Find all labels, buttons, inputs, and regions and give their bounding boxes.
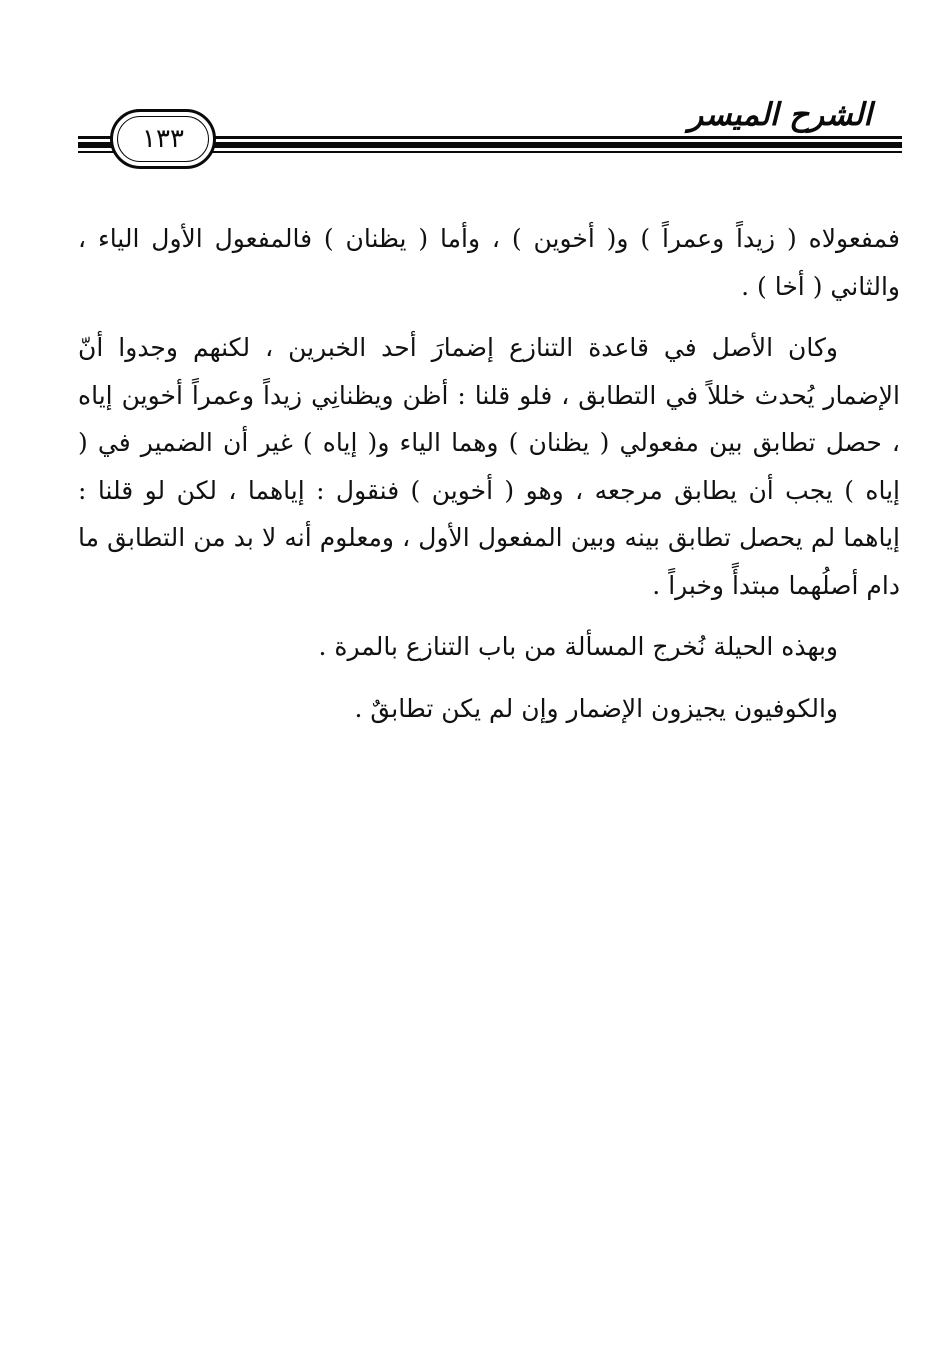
paragraph-1: فمفعولاه ( زيداً وعمراً ) و( أخوين ) ، وأما ( يظنان ) فالمفعول الأول الياء ، والثاني ( أخا ) . [78, 224, 900, 301]
paragraph-3: وبهذه الحيلة نُخرج المسألة من باب التنازع بالمرة . [318, 632, 838, 661]
paragraph-2: وكان الأصل في قاعدة التنازع إضمارَ أحد الخبرين ، لكنهم وجدوا أنّ الإضمار يُحدث خللاً في التطابق ، فلو قلنا : أظن ويظنانِي زيداً وعمراً أخوين إياه ، حصل تطابق بين مفعولي ( يظنان ) وهما الياء و( إياه ) غير أن الضمير في ( إياه ) يجب أن يطابق مرجعه ، وهو ( أخوين ) فنقول : إياهما ، لكن لو قلنا : إياهما لم يحصل تطابق بينه وبين المفعول الأول ، ومعلوم أنه لا بد من التطابق ما دام أصلُهما مبتدأً وخبراً . [78, 333, 900, 600]
book-title: الشرح الميسر [688, 97, 872, 133]
page-body [78, 215, 900, 732]
page-number-badge [110, 109, 216, 169]
page-header [78, 95, 902, 175]
page-number: ١٣٣ [142, 124, 184, 154]
paragraph-4: والكوفيون يجيزون الإضمار وإن لم يكن تطابقٌ . [354, 693, 838, 723]
